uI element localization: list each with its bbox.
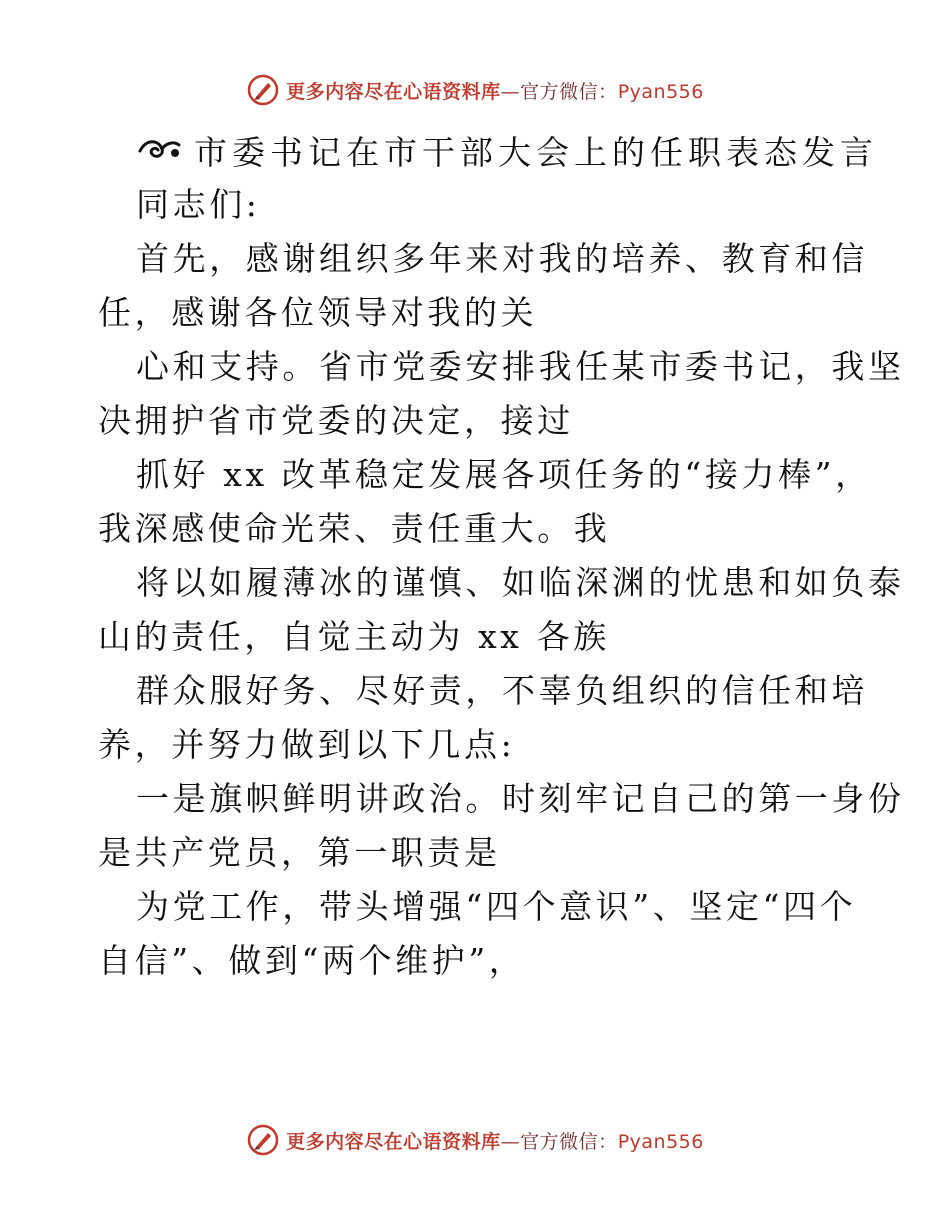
text-line: 养，并努力做到以下几点: bbox=[98, 725, 516, 764]
text-line: 心和支持。省市党委安排我任某市委书记，我坚 bbox=[136, 347, 905, 386]
banner-text bbox=[286, 77, 704, 104]
text-line: 将以如履薄冰的谨慎、如临深渊的忧患和如负泰 bbox=[136, 563, 905, 602]
fountain-pen-logo-icon bbox=[246, 73, 280, 107]
text-line: 群众服好务、尽好责，不辜负组织的信任和培 bbox=[136, 671, 868, 710]
text-line: 同志们: bbox=[136, 185, 261, 224]
text-line: 任，感谢各位领导对我的关 bbox=[98, 293, 538, 332]
fountain-pen-logo-icon bbox=[246, 1123, 280, 1157]
banner-official-label: 官方微信： bbox=[520, 1130, 618, 1153]
text-line: 一是旗帜鲜明讲政治。时刻牢记自己的第一身份 bbox=[136, 779, 905, 818]
document-body bbox=[98, 122, 905, 988]
text-line: 山的责任，自觉主动为 xx 各族 bbox=[98, 617, 610, 656]
header-banner bbox=[0, 70, 950, 110]
fleuron-ornament-icon bbox=[136, 135, 182, 165]
text-line: 首先，感谢组织多年来对我的培养、教育和信 bbox=[136, 239, 868, 278]
document-title: 市委书记在市干部大会上的任职表态发言 bbox=[194, 132, 878, 172]
footer-banner bbox=[0, 1120, 950, 1160]
banner-wechat-id: Pyan556 bbox=[617, 80, 704, 103]
text-line: 自信”、做到“两个维护”， bbox=[98, 941, 526, 980]
banner-brand: 更多内容尽在心语资料库 bbox=[286, 1130, 501, 1153]
banner-wechat-id: Pyan556 bbox=[617, 1130, 704, 1153]
banner-dash: — bbox=[500, 1130, 521, 1153]
text-line: 抓好 xx 改革稳定发展各项任务的“接力棒”， bbox=[136, 455, 872, 494]
banner-brand: 更多内容尽在心语资料库 bbox=[286, 80, 501, 103]
text-line: 我深感使命光荣、责任重大。我 bbox=[98, 509, 611, 548]
banner-text bbox=[286, 1127, 704, 1154]
banner-dash: — bbox=[500, 80, 521, 103]
title-row bbox=[98, 122, 878, 178]
text-line: 为党工作，带头增强“四个意识”、坚定“四个 bbox=[136, 887, 857, 926]
text-line: 决拥护省市党委的决定，接过 bbox=[98, 401, 574, 440]
banner-official-label: 官方微信： bbox=[520, 80, 618, 103]
text-line: 是共产党员，第一职责是 bbox=[98, 833, 501, 872]
